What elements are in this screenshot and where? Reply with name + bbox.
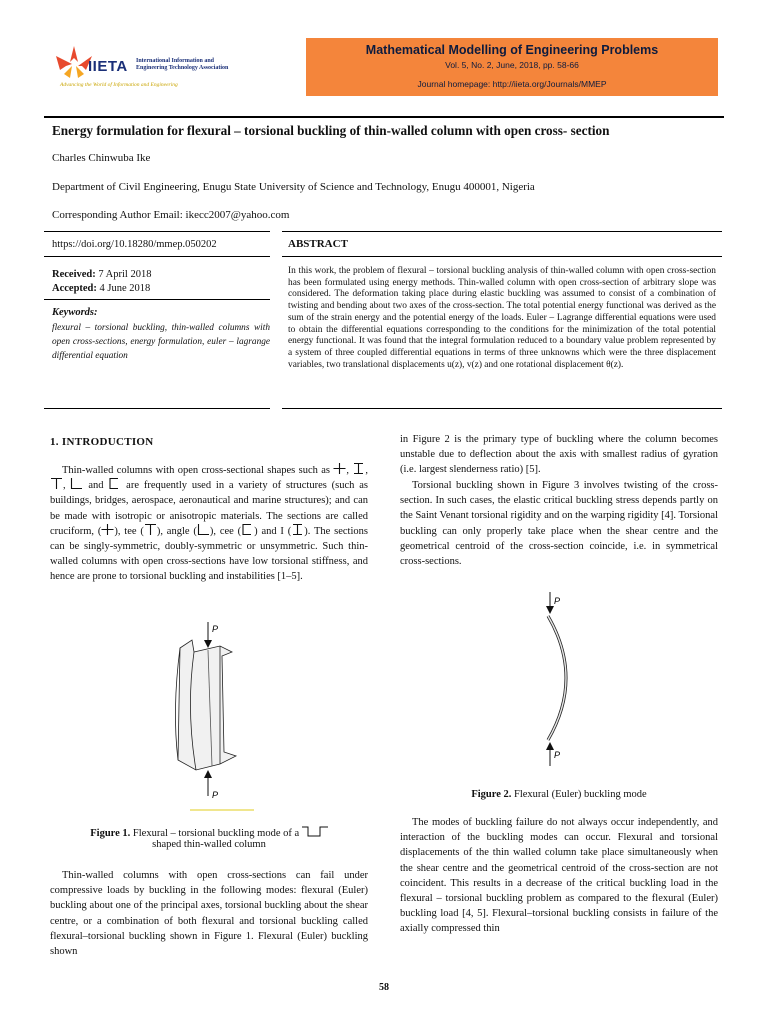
arrow-head-up-icon — [546, 742, 554, 750]
meta-divider-left — [44, 231, 270, 232]
cruciform-section-icon — [333, 463, 346, 474]
intro-paragraph-1: Thin-walled columns with open cross-sectional shapes such as , , , and are frequently used in a variety of structures (such as buildings, bridges, aerospace, aeronautical and marine structures); and can be made with isotropic or anisotropic materials. The sections are called cruciform, ( ), tee ( ), angle ( ), cee ( ) and I ( ). The sections can be singly-symmetric, doubly-symmetric or unsymmetric. Such thin-walled columns with open cross-sections have low torsional stiffness, and hence are prone to torsional buckling and instabilities [1–5]. — [50, 465, 369, 583]
dates-divider — [44, 299, 270, 300]
right-paragraph-1: in Figure 2 is the primary type of buckling where the column becomes unstable due to deflection about the axis with smallest radius of gyration (i.e. largest slenderness ratio) [5]. — [400, 434, 718, 476]
i-section-icon — [291, 524, 304, 535]
doi-divider — [44, 256, 270, 257]
cee-section-icon — [241, 524, 254, 535]
doi-link[interactable]: https://doi.org/10.18280/mmep.050202 — [52, 239, 217, 250]
meta-divider-right — [282, 231, 722, 232]
volume-info: Vol. 5, No. 2, June, 2018, pp. 58-66 — [445, 60, 579, 70]
page-number: 58 — [379, 982, 389, 993]
author-name: Charles Chinwuba Ike — [52, 152, 151, 164]
tee-section-icon — [144, 524, 157, 535]
author-affiliation: Department of Civil Engineering, Enugu State University of Science and Technology, Enugu 400001, Nigeria — [52, 181, 535, 193]
intro-paragraph-2: Thin-walled columns with open cross-sections can fail under compressive loads by buckling in the following modes: flexural (Euler) buckling about one of the principal axes, torsional buckling about the shear centre, or a combination of both flexural and torsional buckling called flexural–torsional buckling shown in Figure 1. Flexural (Euler) buckling shown — [50, 870, 368, 958]
angle-section-icon — [70, 478, 83, 489]
figure-1-illustration — [150, 620, 280, 820]
load-label-top: P — [212, 624, 219, 634]
load-label-bottom: P — [554, 750, 561, 760]
article-title: Energy formulation for flexural – torsional buckling of thin-walled column with open cross- section — [52, 123, 610, 138]
arrow-head-down-icon — [204, 640, 212, 648]
figure-2-caption: Figure 2. Flexural (Euler) buckling mode — [471, 789, 647, 800]
abstract-heading: ABSTRACT — [288, 238, 348, 250]
journal-banner — [306, 38, 718, 96]
keywords-text: flexural – torsional buckling, thin-walled columns with open cross-sections, energy formulation, euler – lagrange differential equation — [52, 323, 270, 361]
load-label-bottom: P — [212, 790, 219, 800]
journal-title: Mathematical Modelling of Engineering Problems — [365, 43, 659, 57]
cruciform-section-icon — [101, 524, 114, 535]
cee-section-icon — [108, 478, 121, 489]
i-section-icon — [352, 463, 365, 474]
received-label: Received: — [52, 269, 96, 280]
keywords-heading: Keywords: — [52, 307, 98, 318]
figure-1-caption: Figure 1. Flexural – torsional buckling mode of a shaped thin-walled column — [50, 826, 368, 850]
buckled-column-highlight — [548, 616, 566, 740]
logo-text: IIETA — [88, 58, 128, 75]
corresponding-email[interactable]: Corresponding Author Email: ikecc2007@yahoo.com — [52, 209, 290, 221]
header-divider — [44, 116, 724, 118]
figure-2-illustration — [520, 590, 600, 770]
abstract-bottom-divider-left — [44, 408, 270, 409]
right-paragraph-3: The modes of buckling failure do not always occur independently, and interaction of the buckling modes can occur. Flexural and torsional displacements of the thin walled column take place simultaneously when the shear centre and the geometrical centroid of the cross-section are not coincident. This results in a decrease of the critical buckling load in the flexural – torsional buckling problem as compared to the flexural (Euler) buckling load [4, 5]. Flexural–torsional buckling consists in failure of the axially compressed thin — [400, 817, 718, 935]
abstract-heading-divider — [282, 256, 722, 257]
accepted-date: 4 June 2018 — [99, 283, 151, 294]
abstract-text: In this work, the problem of flexural – torsional buckling analysis of thin-walled column with open cross-section has been formulated using energy methods. Thin-walled column with open cross-section of arbitrary slope was considered. The deformation taking place during elastic buckling was assumed to consist of a combination of twisting and bending about two axes of the cross-section. The total potential energy functional was derived as the sum of the strain energy and the potential energy of the loads. Euler – Lagrange differential equations were used to obtain the differential equations corresponding to the conditions for the minimization of the total potential energy functional. It was found that the integral formulation reduced to a boundary value problem represented by a system of three coupled differential equations in terms of three unknowns which were the three displacement variables, two translational displacements u(z), v(z) and one rotational displacement θ(z). — [288, 266, 716, 370]
arrow-head-down-icon — [546, 606, 554, 614]
received-date: 7 April 2018 — [98, 269, 152, 280]
load-label-top: P — [554, 596, 561, 606]
arrow-head-up-icon — [204, 770, 212, 778]
logo-tagline: Advancing the World of Information and Engineering — [60, 82, 178, 88]
column-body — [178, 640, 236, 770]
zee-section-icon — [302, 826, 328, 837]
abstract-bottom-divider-right — [282, 408, 722, 409]
logo-org-name: International Information and Engineering Technology Association — [136, 58, 229, 71]
journal-homepage-link[interactable]: Journal homepage: http://iieta.org/Journals/MMEP — [417, 79, 607, 89]
dates-block — [52, 268, 151, 296]
journal-logo — [44, 38, 264, 98]
accepted-label: Accepted: — [52, 283, 97, 294]
angle-section-icon — [197, 524, 210, 535]
tee-section-icon — [50, 478, 63, 489]
right-paragraph-2: Torsional buckling shown in Figure 3 involves twisting of the cross-section. In such cases, the elastic critical buckling stress depends partly on the Saint Venant torsional rigidity and on the warping rigidity [4]. Torsional buckling can only properly take place when the shear centre and the geometrical centroid of the cross-section coincide, i.e. in symmetrical cross-sections. — [400, 480, 718, 568]
section-heading: 1. INTRODUCTION — [50, 436, 154, 448]
